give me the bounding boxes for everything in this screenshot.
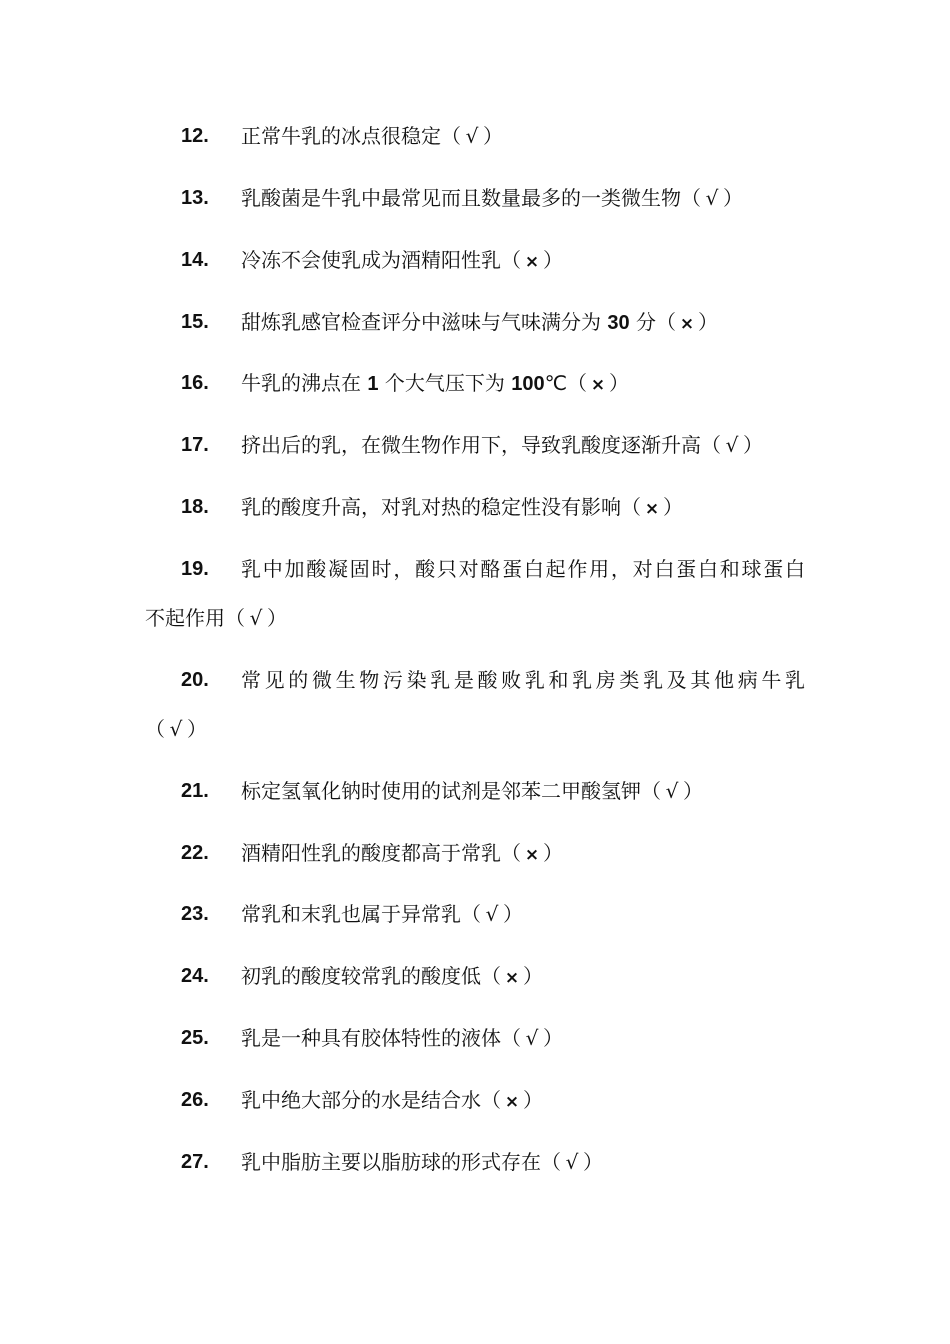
answer-mark: √ — [565, 1150, 579, 1174]
question-20-continued — [0, 713, 950, 745]
question-text: 酒精阳性乳的酸度都高于常乳（ × ） — [241, 837, 563, 871]
question-text-continued: （ √ ） — [145, 713, 207, 745]
question-16 — [0, 367, 950, 399]
answer-mark: × — [504, 1092, 520, 1112]
question-text: 正常牛乳的冰点很稳定（ √ ） — [241, 120, 503, 152]
answer-mark: √ — [169, 717, 183, 741]
answer-mark: √ — [705, 186, 719, 210]
question-27 — [0, 1146, 950, 1178]
question-25 — [0, 1022, 950, 1054]
question-18 — [0, 491, 950, 523]
question-number: 12. — [181, 125, 209, 147]
question-text: 常见的微生物污染乳是酸败乳和乳房类乳及其他病牛乳 — [241, 668, 805, 692]
question-text: 冷冻不会使乳成为酒精阳性乳（ × ） — [241, 244, 563, 278]
answer-mark: √ — [725, 433, 739, 457]
answer-mark: × — [524, 845, 540, 865]
question-text: 乳是一种具有胶体特性的液体（ √ ） — [241, 1022, 563, 1054]
answer-mark: √ — [249, 606, 263, 630]
answer-mark: √ — [665, 779, 679, 803]
question-20 — [0, 664, 950, 696]
answer-mark: × — [679, 314, 695, 334]
question-13 — [0, 182, 950, 214]
question-21 — [0, 775, 950, 807]
question-text: 常乳和末乳也属于异常乳（ √ ） — [241, 898, 523, 930]
answer-mark: √ — [525, 1026, 539, 1050]
question-text-continued: 不起作用（ √ ） — [145, 602, 287, 634]
question-24 — [0, 960, 950, 992]
question-number: 14. — [181, 249, 209, 271]
question-12 — [0, 120, 950, 152]
answer-mark: × — [504, 968, 520, 988]
answer-mark: × — [524, 252, 540, 272]
question-number: 20. — [181, 669, 209, 691]
question-text: 乳中绝大部分的水是结合水（ × ） — [241, 1084, 543, 1118]
question-number: 24. — [181, 965, 209, 987]
question-text: 甜炼乳感官检查评分中滋味与气味满分为 30 分（ × ） — [241, 306, 718, 340]
question-number: 16. — [181, 372, 209, 394]
question-14 — [0, 244, 950, 276]
question-number: 19. — [181, 558, 209, 580]
answer-mark: × — [590, 375, 606, 395]
question-text: 牛乳的沸点在 1 个大气压下为 100℃（ × ） — [241, 367, 629, 401]
question-22 — [0, 837, 950, 869]
answer-mark: √ — [485, 902, 499, 926]
question-number: 21. — [181, 780, 209, 802]
question-23 — [0, 898, 950, 930]
question-text: 乳的酸度升高，对乳对热的稳定性没有影响（ × ） — [241, 491, 683, 525]
question-number: 27. — [181, 1151, 209, 1173]
question-15 — [0, 306, 950, 338]
question-19 — [0, 553, 950, 585]
question-text: 标定氢氧化钠时使用的试剂是邻苯二甲酸氢钾（ √ ） — [241, 775, 703, 807]
answer-mark: √ — [465, 124, 479, 148]
question-text: 初乳的酸度较常乳的酸度低（ × ） — [241, 960, 543, 994]
question-26 — [0, 1084, 950, 1116]
question-number: 22. — [181, 842, 209, 864]
question-number: 17. — [181, 434, 209, 456]
question-text: 挤出后的乳，在微生物作用下，导致乳酸度逐渐升高（ √ ） — [241, 429, 763, 461]
question-number: 25. — [181, 1027, 209, 1049]
question-text: 乳中加酸凝固时，酸只对酪蛋白起作用，对白蛋白和球蛋白 — [241, 557, 805, 581]
question-number: 15. — [181, 311, 209, 333]
question-number: 23. — [181, 903, 209, 925]
question-17 — [0, 429, 950, 461]
question-text: 乳酸菌是牛乳中最常见而且数量最多的一类微生物（ √ ） — [241, 182, 743, 214]
answer-mark: × — [644, 499, 660, 519]
question-number: 18. — [181, 496, 209, 518]
question-text: 乳中脂肪主要以脂肪球的形式存在（ √ ） — [241, 1146, 603, 1178]
question-number: 26. — [181, 1089, 209, 1111]
question-number: 13. — [181, 187, 209, 209]
question-19-continued — [0, 602, 950, 634]
